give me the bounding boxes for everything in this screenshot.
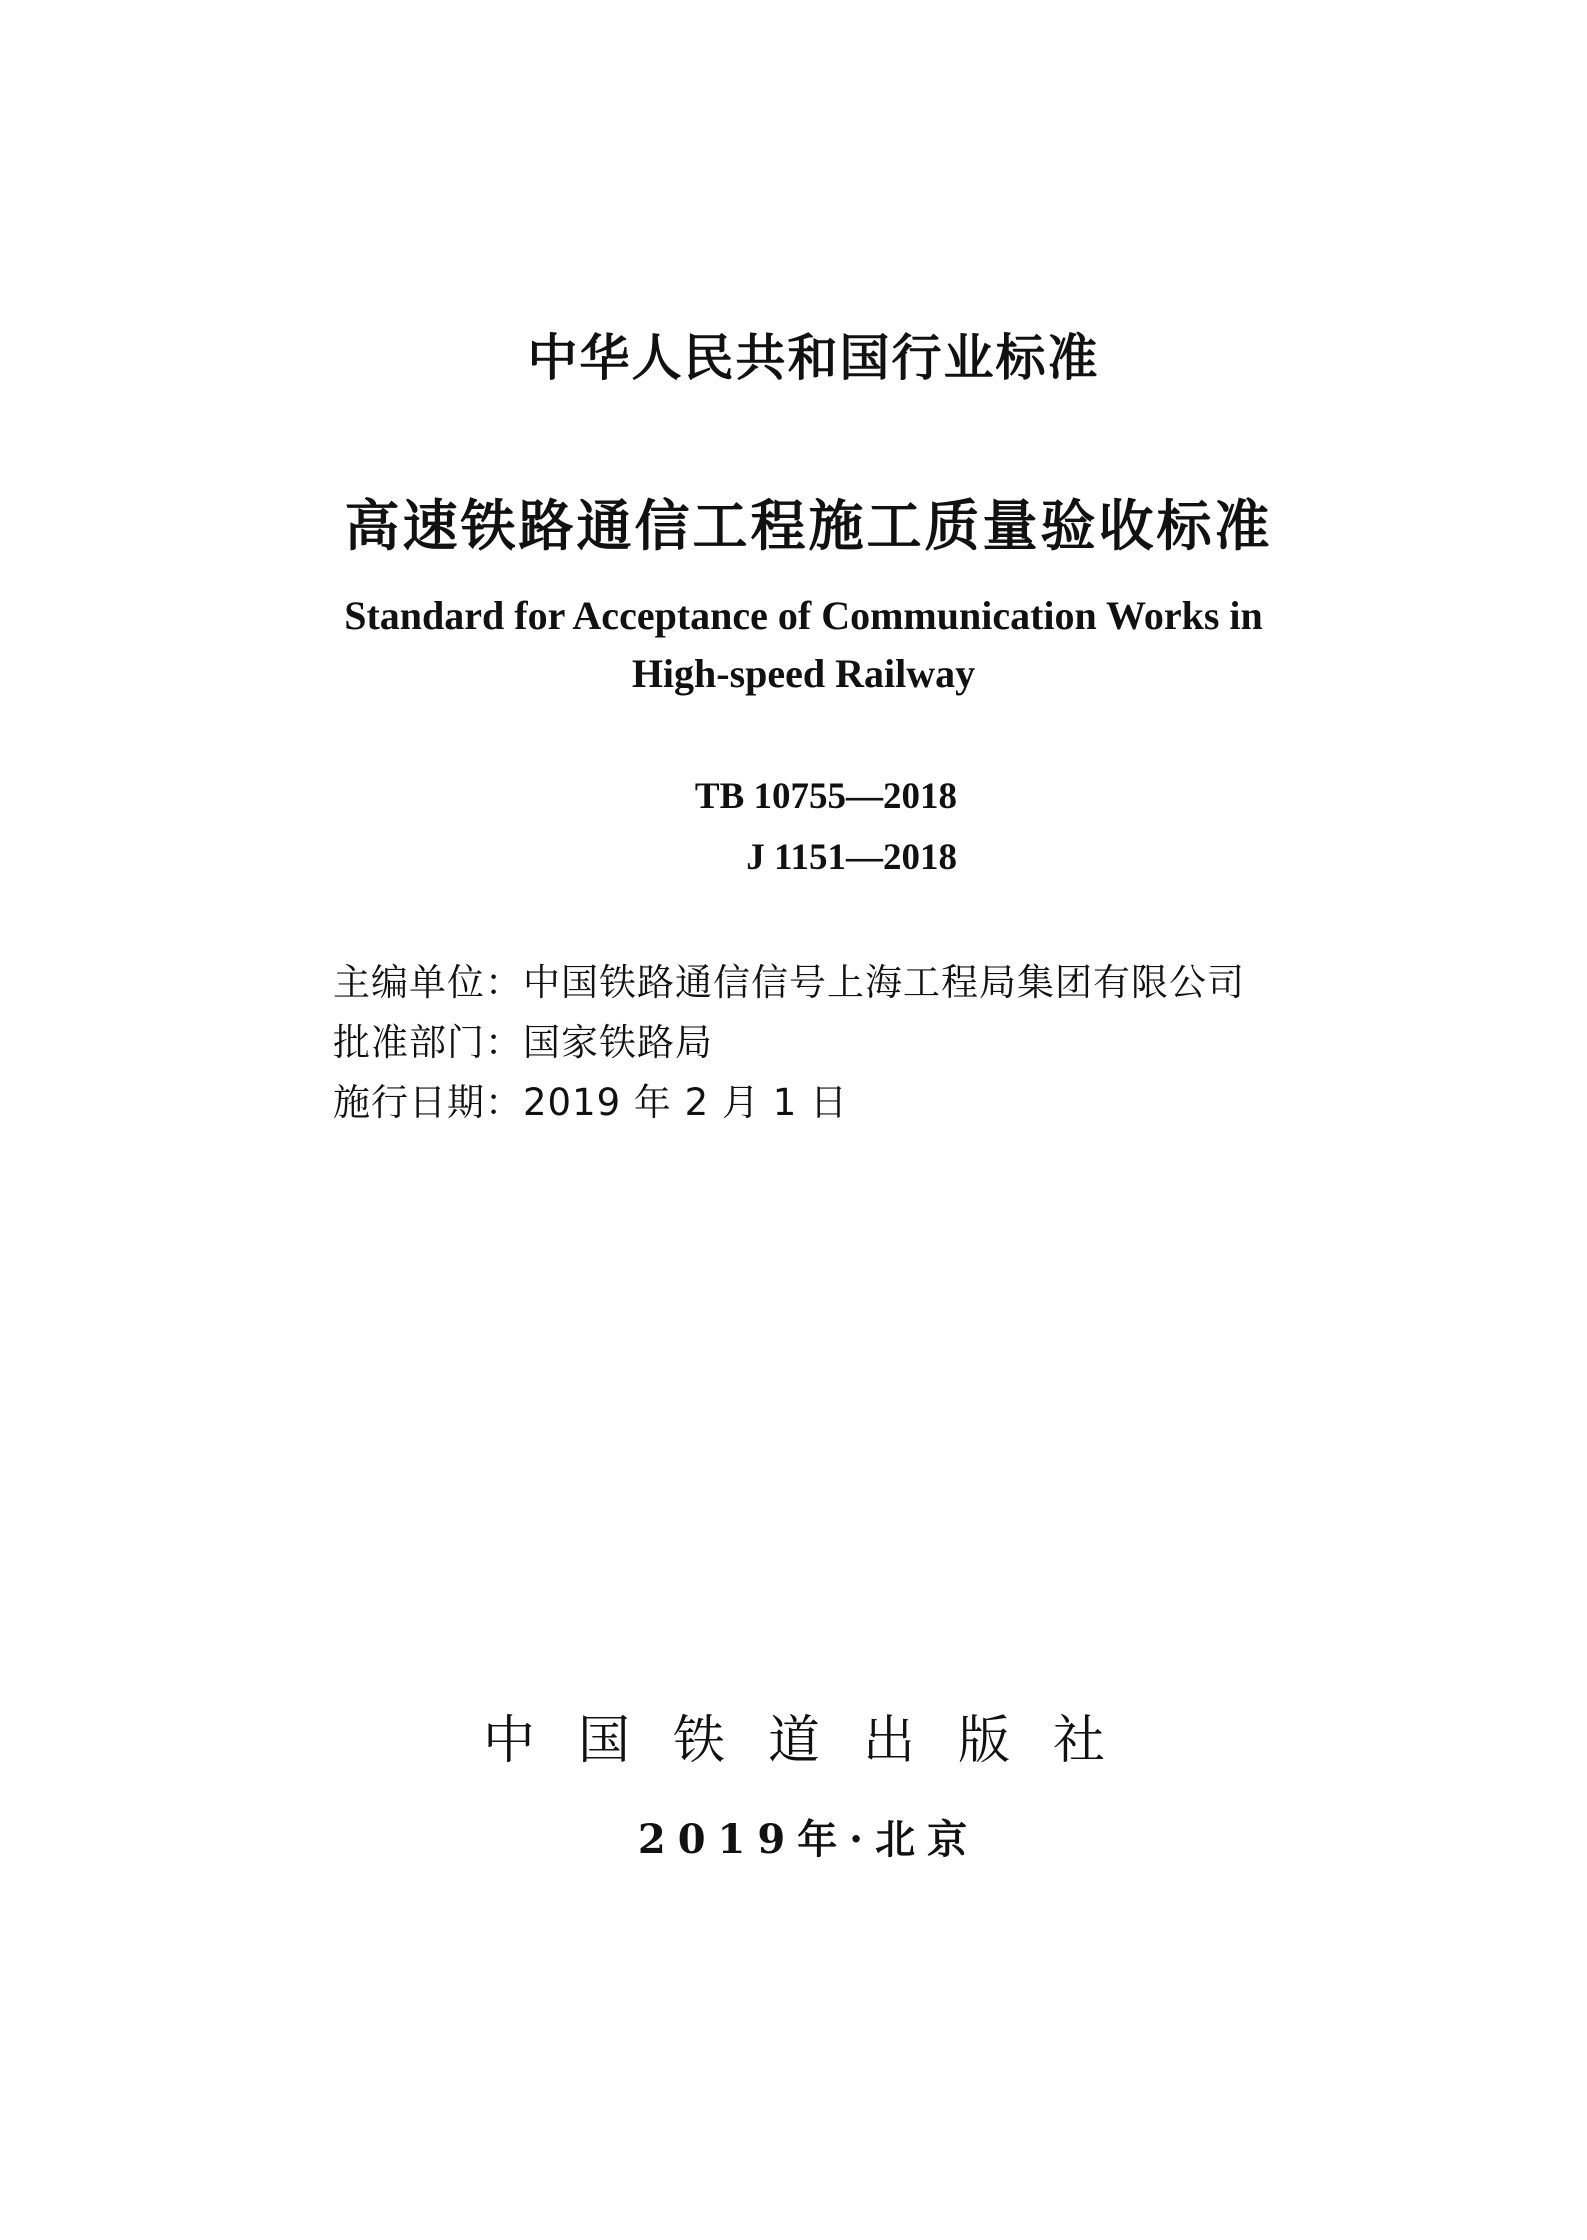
standard-code-tb: TB 10755—2018 [694, 776, 957, 817]
publisher-name: 中国铁道出版社 [482, 1711, 1148, 1771]
meta-value: 2019 年 2 月 1 日 [523, 1081, 849, 1124]
publish-year-place: 2019年·北京 [637, 1816, 980, 1863]
standard-title-english-line-1: Standard for Acceptance of Communication Works in [344, 593, 1263, 638]
standard-title-english-line-2: High-speed Railway [631, 651, 976, 696]
meta-row-approval-dept [333, 1012, 713, 1066]
meta-label: 主编单位： [333, 961, 523, 1004]
meta-value: 国家铁路局 [523, 1021, 713, 1064]
standard-code-j: J 1151—2018 [746, 837, 957, 878]
meta-label: 施行日期： [333, 1081, 523, 1124]
standard-title-chinese: 高速铁路通信工程施工质量验收标准 [344, 494, 1273, 558]
meta-row-effective-date [333, 1072, 848, 1126]
meta-value: 中国铁路通信信号上海工程局集团有限公司 [523, 961, 1245, 1004]
standard-category-heading: 中华人民共和国行业标准 [527, 329, 1100, 387]
meta-row-editor-unit [333, 952, 1245, 1006]
meta-label: 批准部门： [333, 1021, 523, 1064]
